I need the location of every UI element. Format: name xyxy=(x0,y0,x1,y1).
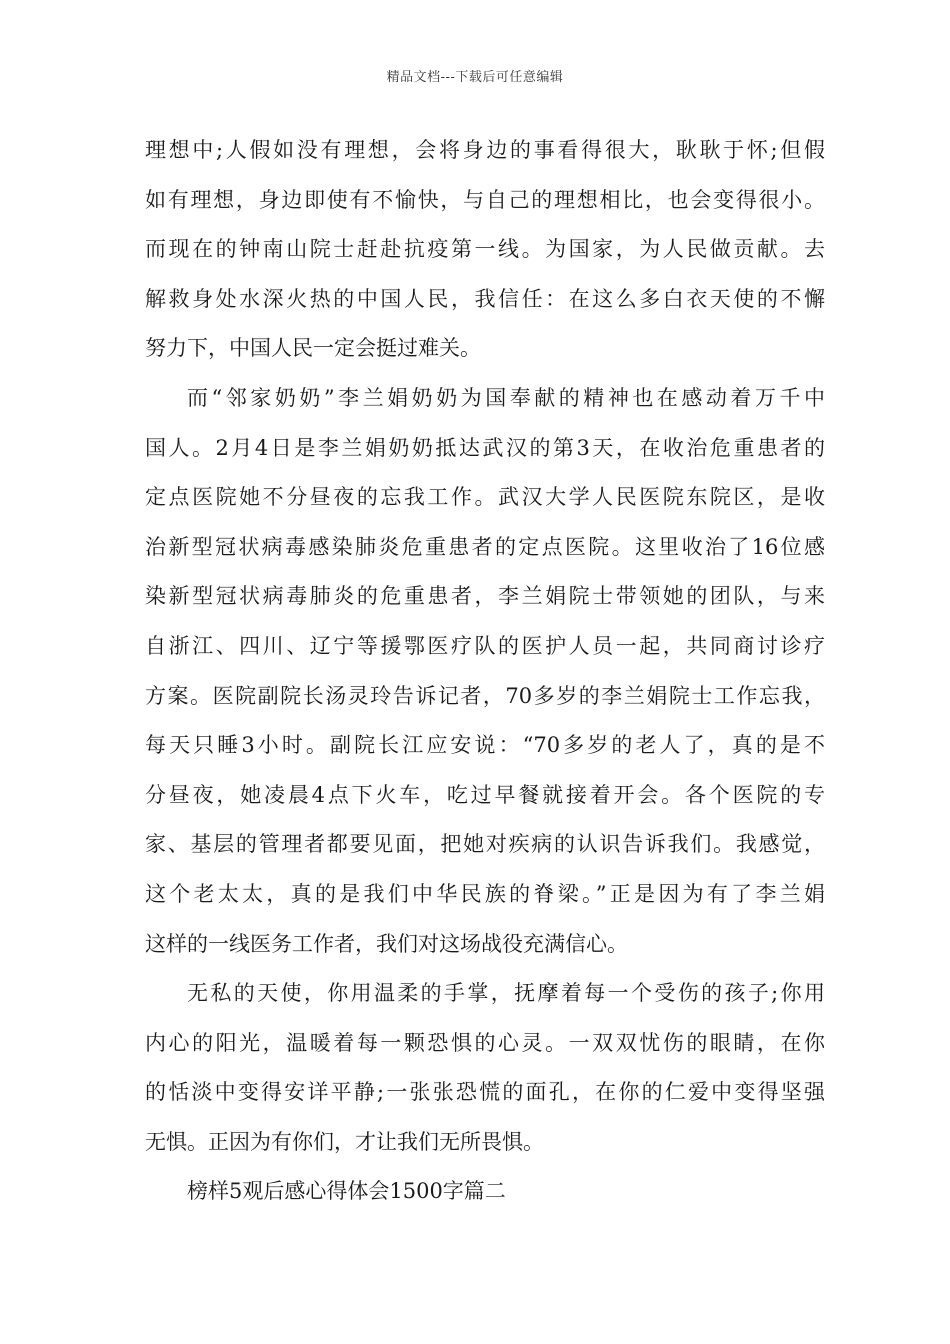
text-line: 内心的阳光，温暖着每一颗恐惧的心灵。一双双忧伤的眼睛，在你 xyxy=(145,1030,825,1055)
text-line: 治新型冠状病毒感染肺炎危重患者的定点医院。这里收治了16位感 xyxy=(145,534,825,559)
text-line: 而“邻家奶奶”李兰娟奶奶为国奉献的精神也在感动着万千中 xyxy=(187,385,825,410)
text-line: 这样的一线医务工作者，我们对这场战役充满信心。 xyxy=(145,931,628,956)
text-line: 每天只睡3小时。副院长江应安说：“70多岁的老人了，真的是不 xyxy=(145,733,825,758)
text-line: 分昼夜，她凌晨4点下火车，吃过早餐就接着开会。各个医院的专 xyxy=(145,782,825,807)
text-line: 理想中;人假如没有理想，会将身边的事看得很大，耿耿于怀;但假 xyxy=(145,138,825,162)
text-line: 定点医院她不分昼夜的忘我工作。武汉大学人民医院东院区，是收 xyxy=(145,485,825,510)
paragraph-1 xyxy=(145,126,825,374)
page-header: 精品文档---下载后可任意编辑 xyxy=(386,70,564,85)
paragraph-3 xyxy=(145,969,825,1167)
text-line: 如有理想，身边即使有不愉快，与自己的理想相比，也会变得很小。 xyxy=(145,187,825,212)
text-line: 无惧。正因为有你们，才让我们无所畏惧。 xyxy=(145,1129,544,1154)
text-line: 而现在的钟南山院士赶赴抗疫第一线。为国家，为人民做贡献。去 xyxy=(145,237,825,262)
text-line: 染新型冠状病毒肺炎的危重患者，李兰娟院士带领她的团队，与来 xyxy=(145,584,825,609)
section-heading xyxy=(145,1167,825,1217)
document-body xyxy=(145,126,825,1217)
text-line: 自浙江、四川、辽宁等援鄂医疗队的医护人员一起，共同商讨诊疗 xyxy=(145,633,825,658)
text-line: 的恬淡中变得安详平静;一张张恐慌的面孔，在你的仁爱中变得坚强 xyxy=(145,1080,825,1105)
text-line: 家、基层的管理者都要见面，把她对疾病的认识告诉我们。我感觉， xyxy=(145,832,825,857)
text-line: 努力下，中国人民一定会挺过难关。 xyxy=(145,336,481,361)
text-line: 解救身处水深火热的中国人民，我信任：在这么多白衣天使的不懈 xyxy=(145,286,825,311)
text-line: 国人。2月4日是李兰娟奶奶抵达武汉的第3天，在收治危重患者的 xyxy=(145,435,825,460)
text-line: 榜样5观后感心得体会1500字篇二 xyxy=(187,1179,506,1204)
paragraph-2 xyxy=(145,374,825,969)
text-line: 方案。医院副院长汤灵玲告诉记者，70多岁的李兰娟院士工作忘我， xyxy=(145,683,825,708)
text-line: 这个老太太，真的是我们中华民族的脊梁。”正是因为有了李兰娟 xyxy=(145,881,825,906)
text-line: 无私的天使，你用温柔的手掌，抚摩着每一个受伤的孩子;你用 xyxy=(187,981,825,1006)
